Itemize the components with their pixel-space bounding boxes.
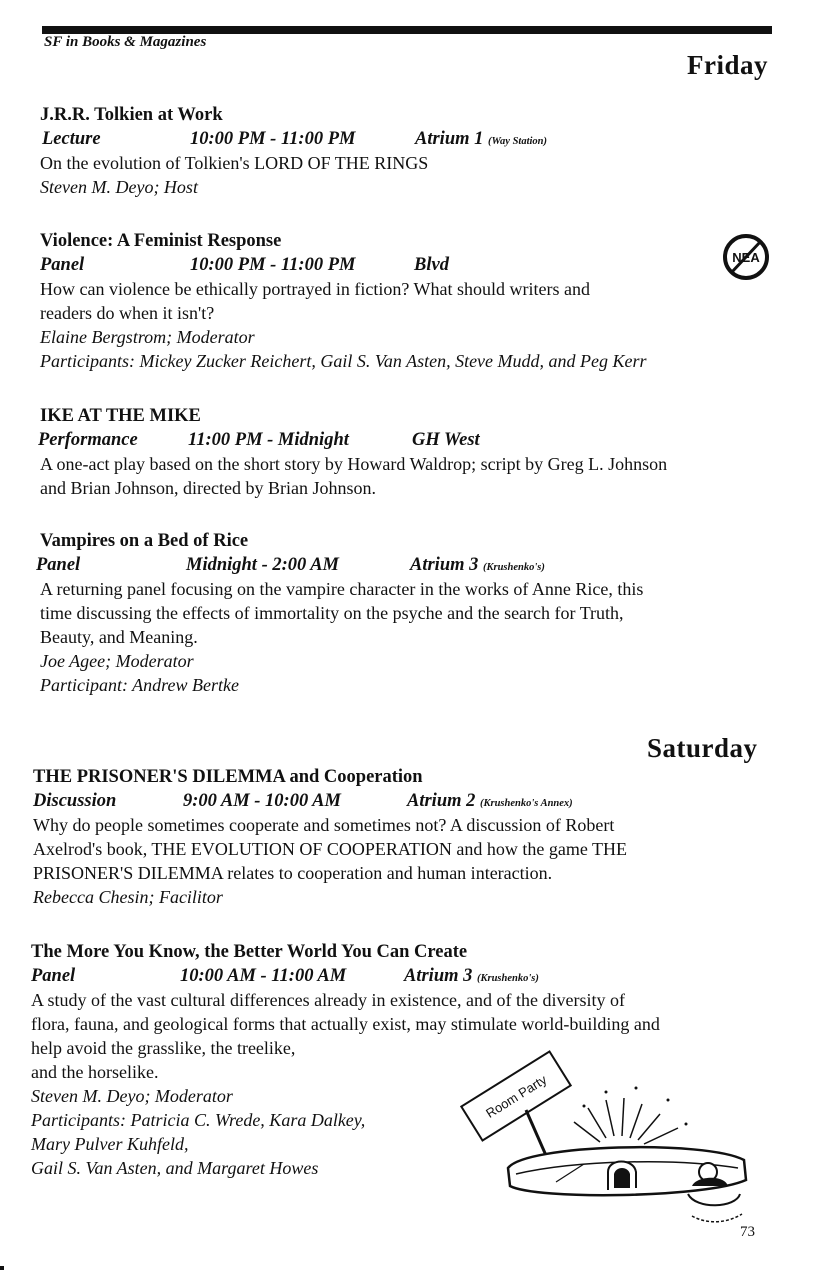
event-1 xyxy=(40,103,770,199)
event-people: Gail S. Van Asten, and Margaret Howes xyxy=(31,1158,319,1178)
event-meta xyxy=(31,964,761,988)
event-description: and the horselike. xyxy=(31,1062,159,1082)
page-number: 73 xyxy=(740,1224,755,1240)
event-room xyxy=(415,127,547,154)
event-people: Mary Pulver Kuhfeld, xyxy=(31,1134,189,1154)
event-3 xyxy=(40,404,770,500)
event-title: The More You Know, the Better World You Can Create xyxy=(31,942,468,962)
section-label: SF in Books & Magazines xyxy=(44,34,207,50)
event-meta xyxy=(40,127,770,151)
event-room xyxy=(410,553,545,580)
scan-mark xyxy=(0,1266,4,1270)
event-meta xyxy=(36,553,770,577)
event-description: help avoid the grasslike, the treelike, xyxy=(31,1038,296,1058)
event-room-name: Atrium 3 xyxy=(410,555,479,575)
event-room-note: (Krushenko's) xyxy=(483,562,545,573)
event-people: Elaine Bergstrom; Moderator xyxy=(40,327,255,347)
event-room-note: (Krushenko's Annex) xyxy=(480,798,573,809)
event-time: 9:00 AM - 10:00 AM xyxy=(183,791,341,811)
event-meta xyxy=(40,253,770,277)
event-description: Why do people sometimes cooperate and sometimes not? A discussion of Robert xyxy=(33,815,615,835)
header-rule xyxy=(42,26,772,34)
event-description: On the evolution of Tolkien's LORD OF THE RINGS xyxy=(40,153,429,173)
event-people: Rebecca Chesin; Facilitor xyxy=(33,887,223,907)
event-description: time discussing the effects of immortality on the psyche and the search for Truth, xyxy=(40,603,624,623)
nea-badge-icon xyxy=(720,233,772,281)
event-meta xyxy=(40,428,770,452)
event-type: Discussion xyxy=(33,791,117,811)
event-people: Participants: Patricia C. Wrede, Kara Dalkey, xyxy=(31,1110,366,1130)
nea-badge-text: NEA xyxy=(732,250,760,265)
event-description: and Brian Johnson, directed by Brian Johnson. xyxy=(40,478,376,498)
event-room-note: (Way Station) xyxy=(488,136,548,147)
event-description: How can violence be ethically portrayed in fiction? What should writers and xyxy=(40,279,590,299)
event-description: A returning panel focusing on the vampire character in the works of Anne Rice, this xyxy=(40,579,644,599)
event-description: A one-act play based on the short story by Howard Waldrop; script by Greg L. Johnson xyxy=(40,454,668,474)
event-room-name: Atrium 1 xyxy=(415,129,484,149)
event-time: 10:00 PM - 11:00 PM xyxy=(190,255,356,275)
event-meta xyxy=(33,789,763,813)
event-title: Violence: A Feminist Response xyxy=(40,231,282,251)
event-people: Steven M. Deyo; Host xyxy=(40,177,198,197)
event-type: Lecture xyxy=(42,129,101,149)
event-title: THE PRISONER'S DILEMMA and Cooperation xyxy=(33,767,423,787)
event-people: Participant: Andrew Bertke xyxy=(40,675,239,695)
event-title: J.R.R. Tolkien at Work xyxy=(40,105,223,125)
room-party-sign-text: Room Party xyxy=(483,1071,550,1121)
event-time: 11:00 PM - Midnight xyxy=(188,430,349,450)
event-description: PRISONER'S DILEMMA relates to cooperation and human interaction. xyxy=(33,863,553,883)
event-room xyxy=(404,964,539,991)
day-heading-friday: Friday xyxy=(687,50,768,80)
event-room: GH West xyxy=(412,430,480,450)
event-description: A study of the vast cultural differences already in existence, and of the diversity of xyxy=(31,990,625,1010)
event-room-name: Atrium 3 xyxy=(404,966,473,986)
event-type: Performance xyxy=(38,430,138,450)
event-room xyxy=(407,789,573,816)
event-room-note: (Krushenko's) xyxy=(477,973,539,984)
day-heading-saturday: Saturday xyxy=(647,733,758,763)
event-time: Midnight - 2:00 AM xyxy=(186,555,339,575)
event-type: Panel xyxy=(40,255,85,275)
event-type: Panel xyxy=(36,555,81,575)
event-people: Steven M. Deyo; Moderator xyxy=(31,1086,233,1106)
event-type: Panel xyxy=(31,966,76,986)
event-people: Participants: Mickey Zucker Reichert, Gail S. Van Asten, Steve Mudd, and Peg Kerr xyxy=(40,351,647,371)
event-2 xyxy=(40,229,770,373)
event-people: Joe Agee; Moderator xyxy=(40,651,194,671)
event-room-name: Atrium 2 xyxy=(407,791,476,811)
event-title: IKE AT THE MIKE xyxy=(40,406,201,426)
event-description: Axelrod's book, THE EVOLUTION OF COOPERATION and how the game THE xyxy=(33,839,628,859)
event-4 xyxy=(36,529,770,697)
event-time: 10:00 AM - 11:00 AM xyxy=(180,966,347,986)
event-room: Blvd xyxy=(414,255,449,275)
event-description: flora, fauna, and geological forms that actually exist, may stimulate world-building and xyxy=(31,1014,660,1034)
event-time: 10:00 PM - 11:00 PM xyxy=(190,129,356,149)
room-party-illustration xyxy=(456,1048,756,1228)
event-title: Vampires on a Bed of Rice xyxy=(40,531,249,551)
event-description: readers do when it isn't? xyxy=(40,303,215,323)
event-description: Beauty, and Meaning. xyxy=(40,627,198,647)
event-5 xyxy=(33,765,763,909)
